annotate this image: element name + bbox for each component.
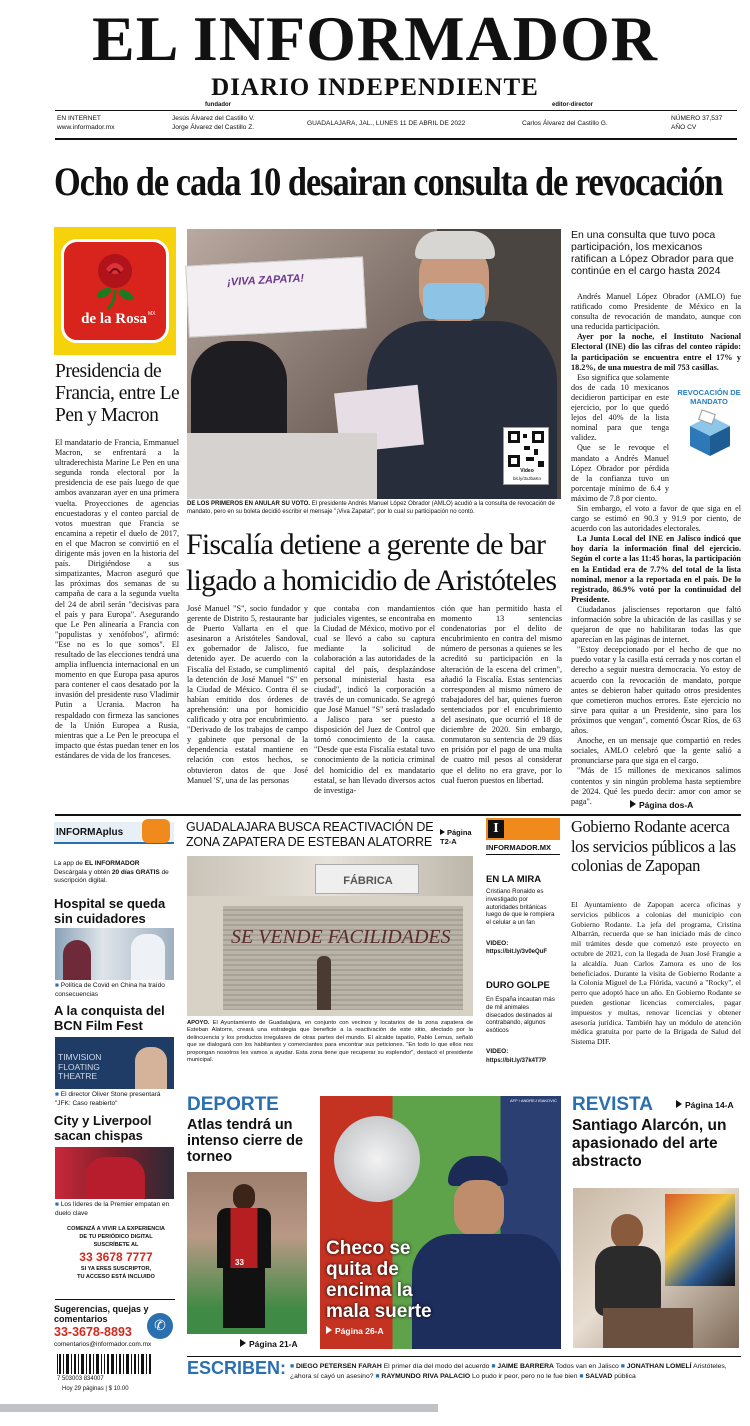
- play-icon: [440, 829, 445, 835]
- france-title[interactable]: Presidencia de Francia, entre Le Pen y Macron: [55, 361, 180, 426]
- left-item-3-title[interactable]: City y Liverpool sacan chispas: [54, 1113, 152, 1143]
- fiscalia-title[interactable]: Fiscalía detiene a gerente de bar ligado a homicidio de Aristóteles: [186, 528, 557, 597]
- informaplus-text-2: Descárgala y obtén: [54, 868, 111, 876]
- consulta-deck[interactable]: En una consulta que tuvo poca participación, los mexicanos ratifican a López Obrador para que continúe en el cargo hasta 2024: [571, 229, 734, 277]
- left-item-2-title[interactable]: A la conquista del BCN Film Fest: [54, 1003, 165, 1033]
- amlo-photo: [187, 229, 561, 499]
- shop-sign-box: [315, 864, 419, 894]
- consulta-p8: "Estoy decepcionado por el hecho de que no puedo votar y la casilla está cerrada y nos cortan el derecho a seguir nuestra democracia. Yo estoy de acuerdo con la revocación de mandato, porque antes se debieron haber quitado otros presidentes que cometieron muchos errores. Este ejercicio no sirve para quitar a un Presidente, sino para los próximos que vengan", comentó Óscar Ríos, de 63 años.: [571, 645, 741, 736]
- contact-phone[interactable]: 33-3678-8893: [54, 1325, 132, 1339]
- hospital-suit: [131, 934, 165, 980]
- hospital-worker: [63, 940, 91, 980]
- left-item-2-caption: [55, 1091, 177, 1108]
- subscribe-line-5: TU ACCESO ESTÁ INCLUIDO: [77, 1274, 155, 1280]
- artist-body: [595, 1246, 661, 1316]
- deporte-title-1[interactable]: Atlas tendrá un intenso cierre de torneo: [187, 1117, 304, 1165]
- deporte-section[interactable]: DEPORTE: [187, 1094, 279, 1115]
- masthead-editor-label: editor-director: [552, 102, 594, 108]
- fiscalia-col-1: José Manuel "S", socio fundador y gerente de Distrito 5, restaurante bar de Puerto Vallarta en el que asesinaron a Aristóteles Sandoval, ex gobernador de Jalisco, fue detenido ayer. De acuerdo con la Fiscalía del Estado, se cumplimentó la detención de José Manuel "S" en la Ciudad de México. Contra él se habían emitido dos órdenes de aprehensión: una por homicidio calificado y otra por encubrimiento. "Derivado de los trabajos de campo y gabinete que personal de la dependencia estatal mantiene en relación con estos hechos, se obtuvieron datos de que José Manuel 'S', una de las personas: [187, 604, 308, 785]
- main-headline[interactable]: Ocho de cada 10 desairan consulta de revocación: [54, 159, 723, 204]
- checo-face: [454, 1180, 504, 1236]
- atlas-player-shirt: [217, 1208, 271, 1268]
- consulta-p1: Andrés Manuel López Obrador (AMLO) fue ratificado como Presidente de México en la consulta de revocación de mandato, aunque con una reducida participación.: [571, 292, 741, 332]
- consulta-p9: Anoche, en un mensaje que compartió en redes sociales, AMLO celebró que la gente salió a pronunciarse para que siga en el cargo.: [571, 736, 741, 766]
- bullet-icon: ■: [620, 1363, 625, 1370]
- qr-link[interactable]: bit.ly/3xJbaKn: [512, 476, 541, 481]
- writer-2-topic: Todos van en Jalisco: [555, 1363, 619, 1370]
- writer-5[interactable]: SALVAD: [585, 1373, 613, 1380]
- artist-head: [611, 1214, 643, 1250]
- zapatera-caption-lead: APOYO.: [187, 1020, 210, 1026]
- informaplus-text-bold: 20 días GRATIS: [111, 868, 160, 876]
- masthead-year: AÑO CV: [671, 124, 697, 131]
- consulta-jump[interactable]: [630, 800, 693, 810]
- zapatera-jump-label: Página T2-A: [440, 828, 472, 846]
- revocacion-badge-label: REVOCACIÓN DE MANDATO: [677, 388, 741, 406]
- revista-section[interactable]: REVISTA: [572, 1094, 653, 1115]
- informador-mx-logo[interactable]: [486, 818, 560, 840]
- qr-icon: [508, 431, 544, 467]
- oliver-stone: [135, 1047, 167, 1089]
- zapatera-photo: [187, 856, 473, 1016]
- deporte-jump-2-label: Página 26-A: [335, 1326, 384, 1336]
- pedestrian: [317, 956, 331, 1010]
- amlo-mask: [423, 283, 485, 319]
- shop-sign: FÁBRICA: [343, 875, 393, 887]
- subscribe-line-4: SI YA ERES SUSCRIPTOR,: [80, 1266, 152, 1272]
- informaplus-banner: [54, 822, 174, 844]
- informador-mx-i-icon: I: [488, 820, 504, 838]
- atlas-player-head: [233, 1184, 255, 1210]
- mx-item-1-link[interactable]: https://bit.ly/3v0eQuF: [486, 949, 548, 955]
- fiscalia-col-3: ción que han permitido hasta el momento 13 sentencias condenatorias por el delito de encubrimiento en contra del mismo número de personas a quienes se les acreditó su participación en la alteración de la escena del crimen", añadió la Fiscalía. Estas sentencias corresponden al mismo número de trabajadores del bar, quienes fueron sentenciados por el encubrimiento del asesinato, que ocurrió el 18 de diciembre de 2020. Sin embargo, conmutaron su sentencia de 29 días en prisión por el pago de una multa de cuatro mil pesos al considerar que el delito no era grave, por lo cual fueron puestos en libertad.: [441, 604, 562, 785]
- ballot-box: [187, 433, 377, 499]
- atlas-jersey-number: 33: [235, 1258, 244, 1267]
- subscribe-phone[interactable]: 33 3678 7777: [79, 1250, 153, 1264]
- play-icon: [630, 800, 636, 808]
- masthead-dateline: GUADALAJARA, JAL., LUNES 11 DE ABRIL DE 2022: [307, 120, 466, 127]
- subscribe-line-1: COMENZÁ A VIVIR LA EXPERIENCIA: [67, 1226, 165, 1232]
- atlas-player-legs: [223, 1268, 265, 1328]
- masthead-subtitle: DIARIO INDEPENDIENTE: [211, 74, 539, 101]
- informaplus-text-brand: EL INFORMADOR: [84, 860, 140, 867]
- photo-caption: [187, 501, 561, 516]
- writer-1[interactable]: DIEGO PETERSEN FARAH: [296, 1363, 382, 1370]
- ad-de-la-rosa[interactable]: [54, 227, 176, 355]
- subscribe-line-2: DE TU PERIÓDICO DIGITAL: [79, 1234, 153, 1240]
- barcode-numbers: 7 503003 834007: [57, 1376, 104, 1382]
- informaplus-text-3: de suscripción digital.: [54, 868, 169, 884]
- section-rule: [55, 814, 741, 816]
- bullet-icon: ■: [290, 1363, 295, 1370]
- bottom-bar: [0, 1404, 438, 1412]
- masthead-rule-top: [55, 110, 737, 111]
- amlo-hair: [415, 231, 495, 259]
- consulta-p10: "Más de 15 millones de mexicanos salimos contentos y sin ningún problema hasta septiembre de 2024. Qué les puedo decir: amor con amor se paga".: [571, 766, 741, 806]
- masthead-founders-2: Jorge Álvarez del Castillo Z.: [172, 124, 255, 131]
- barcode-icon: [55, 1354, 155, 1374]
- left-item-1-caption: [55, 982, 177, 999]
- writer-2[interactable]: JAIME BARRERA: [497, 1363, 554, 1370]
- writer-3-topic: Aristóteles, ¿ahora sí cayó un asesino?: [290, 1363, 727, 1380]
- revista-jump[interactable]: [676, 1100, 734, 1110]
- zapatera-caption-text: El Ayuntamiento de Guadalajara, en conjunto con vecinos y locatarios de la zona zapatera de Esteban Alatorre, creará una estrategia que beneficie a la reactivación de este sitio, afectado por la delincuencia y los productos irregulares de otras partes del mundo. El alcalde tapatío, Pablo Lemus, señaló que se dialogará con los habitantes y comerciantes para encontrar sus peticiones. "En todo lo que ellos nos propongan nosotros les vamos a ayudar. Esta zona tiene que recuperar su esplendor", destacó el presidente municipal.: [187, 1020, 473, 1064]
- masthead-website[interactable]: www.informador.mx: [57, 124, 115, 131]
- writer-3[interactable]: JONATHAN LOMELÍ: [626, 1363, 692, 1370]
- mx-item-2-text: En España incautan más de mil animales disecados destinados al contrabando, algunos exóticos: [486, 996, 555, 1035]
- revista-photo: [573, 1188, 739, 1348]
- masthead-founded: EN INTERNET: [57, 115, 101, 122]
- masthead-rule-bottom: [55, 138, 737, 140]
- deporte-jump-1-label: Página 21-A: [249, 1339, 298, 1349]
- checo-credit: AFP / ANDREJ ISAKOVIC: [510, 1098, 557, 1103]
- left-item-1-title[interactable]: Hospital se queda sin cuidadores: [54, 896, 166, 926]
- deporte-title-2[interactable]: Checo se quita de encima la mala suerte: [326, 1238, 432, 1322]
- writer-4[interactable]: RAYMUNDO RIVA PALACIO: [381, 1373, 471, 1380]
- mx-item-2-video: VIDEO:: [486, 1048, 509, 1055]
- consulta-jump-label: Página dos-A: [639, 800, 694, 810]
- left-item-2-overlay: TIMVISION FLOATING THEATRE: [58, 1052, 102, 1081]
- zapatera-jump[interactable]: [440, 828, 478, 846]
- contact-rule: [55, 1299, 175, 1300]
- consulta-p5: Sin embargo, el voto a favor de que siga en el cargo se estimó en 90.3 y 91.9 por ciento, de acuerdo con las autoridades electorales.: [571, 503, 741, 534]
- escriben-list: [290, 1362, 742, 1382]
- shutter-text: SE VENDE FACILIDADES: [231, 926, 451, 948]
- escriben-label: ESCRIBEN:: [187, 1358, 287, 1378]
- masthead-info-row: [57, 115, 737, 137]
- mx-item-1-video: VIDEO:: [486, 940, 509, 947]
- informaplus-brand: INFORMAplus: [56, 827, 124, 838]
- ad-suffix: MX: [148, 311, 156, 317]
- photo-caption-lead: DE LOS PRIMEROS EN ANULAR SU VOTO.: [187, 501, 311, 507]
- consulta-p6: La Junta Local del INE en Jalisco indicó que hoy daría la información final del ejercicio. Según el corte a las 11:45 horas, la participación en la Entidad era de 7.7% del total de la lista nominal, menor a la reportada en el país. De lo registrado, 86.9% votó por la continuidad del Presidente.: [571, 534, 741, 604]
- ballot-card: [185, 256, 367, 337]
- subscribe-block[interactable]: [54, 1225, 178, 1281]
- subscribe-line-3: SUSCRÍBETE AL: [93, 1242, 139, 1248]
- left-item-3-caption-text: Los líderes de la Premier empatan en duelo clave: [55, 1201, 170, 1217]
- ballot-text: ¡VIVA ZAPATA!: [226, 272, 305, 289]
- revocacion-badge: [674, 386, 744, 472]
- artwork: [665, 1194, 735, 1286]
- left-item-2-caption-text: El director Oliver Stone presentará "JFK: Caso reabierto": [55, 1091, 161, 1107]
- left-item-2-photo: [55, 1037, 174, 1089]
- informador-mx-rule: [486, 854, 560, 855]
- informaplus-block[interactable]: [54, 822, 176, 896]
- barcode-pages: Hoy 29 páginas | $ 10.00: [62, 1386, 129, 1392]
- qr-code[interactable]: [503, 427, 549, 485]
- mx-item-1-title: EN LA MIRA: [486, 874, 542, 885]
- writer-1-topic: El primer día del modo del acuerdo: [383, 1363, 490, 1370]
- left-item-3-caption: [55, 1201, 177, 1218]
- left-item-1-caption-text: Política de Covid en China ha traído consecuencias: [55, 982, 165, 998]
- zapopan-body: El Ayuntamiento de Zapopan acerca oficinas y servicios públicos a colonias del municipio con Gobierno Rodante. La jefa del programa, Cristina Albarrán, recuerda que se han iniciado más de cinco mil trámites desde que comenzó este proyecto en octubre de 2021, con la llegada de Juan José Frangie a la alcaldía. Juan Carlos Zamora es uno de los beneficiados. Durante la visita de Gobierno Rodante a la Colonia Miguel de La Flórida, vacunó a "Rocky", el perro que adoptó hace un año. En Gobierno Rodante se pueden gestionar licencias comerciales, pagar impuestos y multas, renovar licencias y obtener asesoría jurídica. También hay un módulo de atención médica gratuita por parte de la Brigada de Salud del Sistema DIF.: [571, 900, 741, 1047]
- photo-caption-text: El presidente Andrés Manuel López Obrador (AMLO) acudió a la consulta de revocación de mandato, pero en su boleta decidió escribir el mensaje "¡Viva Zapata!", por lo cual su participación no contó.: [187, 501, 555, 515]
- masthead-number: NÚMERO 37,537: [671, 115, 723, 122]
- bullet-icon: ■: [491, 1363, 496, 1370]
- rose-icon: [84, 249, 146, 311]
- masthead-title: EL INFORMADOR: [92, 3, 658, 74]
- zapatera-title[interactable]: GUADALAJARA BUSCA REACTIVACIÓN DE ZONA ZAPATERA DE ESTEBAN ALATORRE: [186, 820, 434, 849]
- mx-item-2-link[interactable]: https://bit.ly/37k4T7P: [486, 1058, 547, 1064]
- zapopan-title[interactable]: Gobierno Rodante acerca los servicios públicos a las colonias de Zapopan: [571, 817, 736, 875]
- masthead-director: Carlos Álvarez del Castillo G.: [522, 120, 608, 127]
- escriben-rule: [187, 1356, 741, 1357]
- writer-5-topic: pública: [614, 1373, 636, 1380]
- consulta-p2: Ayer por la noche, el Instituto Nacional Electoral (INE) dio las cifras del conteo rápido: la participación se encuentra entre el 17% y 18.2%, de una muestra de mil 753 casillas.: [571, 332, 741, 372]
- masthead-founder-label: fundador: [205, 102, 231, 108]
- informador-mx-label: INFORMADOR.MX: [486, 843, 551, 852]
- informaplus-text: [54, 860, 174, 886]
- mx-item-2-title: DURO GOLPE: [486, 980, 550, 991]
- bullet-icon: ■: [55, 1091, 59, 1098]
- atlas-photo: [187, 1172, 307, 1334]
- ballot-box-icon: [686, 412, 734, 456]
- bullet-icon: ■: [375, 1373, 380, 1380]
- stool: [603, 1308, 693, 1348]
- zapatera-caption: [187, 1020, 473, 1064]
- revista-jump-label: Página 14-A: [685, 1100, 734, 1110]
- consulta-p7: Ciudadanos jaliscienses reportaron que faltó información sobre la ubicación de las casillas y se quejaron de que no habilitaran todas las que aparecían en las páginas de internet.: [571, 604, 741, 645]
- france-body: El mandatario de Francia, Emmanuel Macron, se enfrentará a la ultraderechista Marine Le Pen en una segunda ronda electoral por la presidencia de ese país luego de que ambos avanzaran ayer en una primera vuelta. Proyecciones de agencias encuestadoras y el conteo parcial de votos muestran que Francia se encamina a repetir el duelo de 2017, en el que Macron se convirtió en el dirigente más joven en la historia del país. Dirigiéndose a sus simpatizantes, Macron aseguró que las próximas dos semanas de su campaña de cara a la segunda vuelta del 24 de abril serán "decisivas para el país y para Europa". Asegurando que Le Pen alinearía a Francia con "populistas y xenófobos", afirmó: "Ese no es lo que somos". El resultado de las elecciones tendrá una amplia influencia internacional en un momento en que Europa pasa apuros para contener el caos desatado por la invasión del presidente ruso Vladimir Putin a Ucrania. Macron ha respaldado con firmeza las sanciones de la Unión Europea a Rusia, mientras que a Le Pen le preocupa el impacto que éstas puedan tener en los estándares de vida de los franceses.: [55, 438, 179, 760]
- consulta-p3: Eso significa que solamente dos de cada 10 mexicanos decidieron participar en este ejercicio, por lo que quedó lejos del 40% de la lista nominal para que tenga validez.: [571, 372, 669, 443]
- deporte-jump-1[interactable]: [240, 1339, 298, 1349]
- bullet-icon: ■: [579, 1373, 584, 1380]
- play-icon: [240, 1339, 246, 1347]
- players: [85, 1157, 145, 1199]
- play-icon: [676, 1100, 682, 1108]
- informaplus-text-1: La app de: [54, 860, 83, 867]
- ad-brand: de la Rosa: [81, 311, 147, 327]
- phone-circle-icon: ✆: [147, 1313, 173, 1339]
- checo-photo: [320, 1096, 561, 1349]
- bullet-icon: ■: [55, 982, 59, 989]
- deporte-jump-2[interactable]: [326, 1326, 384, 1336]
- writer-4-topic: Lo pudo ir peor, pero no le fue bien: [472, 1373, 578, 1380]
- play-icon: [326, 1326, 332, 1334]
- masthead-founders-1: Jesús Álvarez del Castillo V.: [172, 115, 255, 122]
- left-item-3-photo: [55, 1147, 174, 1199]
- phone-icon: [142, 819, 170, 843]
- contact-title: Sugerencias, quejas y comentarios: [54, 1304, 149, 1324]
- consulta-p4: Que se le revoque el mandato a Andrés Manuel López Obrador por pérdida de la confianza tuvo un porcentaje mínimo de 6.4 y máximo de 7.8 por ciento.: [571, 443, 669, 503]
- left-item-1-photo: [55, 928, 174, 980]
- shutter: [223, 906, 463, 1010]
- bullet-icon: ■: [55, 1201, 59, 1208]
- fiscalia-col-2: que contaba con mandamientos judiciales vigentes, se encontraba en la Ciudad de México, motivo por el cual se llevó a cabo su captura mediante la solicitud de colaboración a las autoridades de la capital del país, desplazándose personal ministerial hasta esa ciudad", indicó la corporación a través de un comunicado. Se agregó que José Manuel "S" será trasladado a Jalisco para ser puesto a disposición del Juez de Control que tomó conocimiento de la causa. "Desde que esta Fiscalía estatal tuvo conocimiento de la noticia criminal del homicidio del ex mandatario estatal, se han llevado diversos actos de investiga-: [314, 604, 435, 795]
- trophy: [334, 1116, 420, 1202]
- mx-item-1-text: Cristiano Ronaldo es investigado por autoridades británicas luego de que le rompiera el celular a un fan: [486, 888, 555, 927]
- revista-title[interactable]: Santiago Alarcón, un apasionado del arte abstracto: [572, 1117, 727, 1170]
- contact-email[interactable]: comentarios@informador.com.mx: [54, 1341, 152, 1348]
- qr-label: Video: [520, 468, 534, 474]
